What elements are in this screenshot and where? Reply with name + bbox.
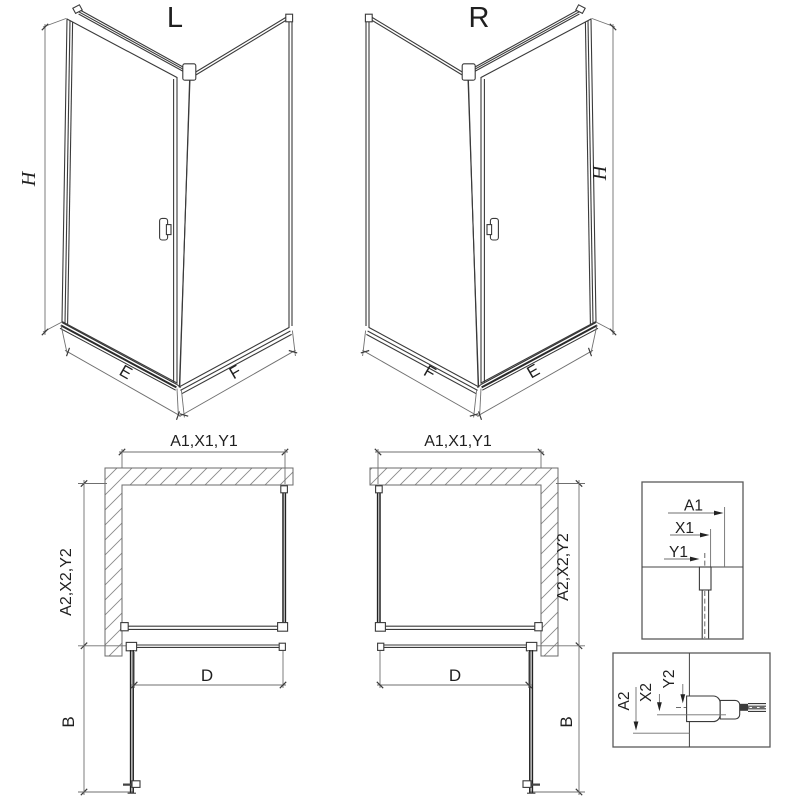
plan-right-top-dims: A1,X1,Y1	[424, 433, 492, 450]
detail-y1-label: Y1	[669, 544, 688, 561]
plan-view-left	[58, 433, 293, 795]
detail-x2-label: X2	[638, 683, 655, 702]
detail-y2-label: Y2	[661, 669, 678, 689]
detail-box-wall-profile	[642, 482, 743, 639]
plan-left-open-dim: B	[59, 716, 78, 728]
detail-a1-label: A1	[684, 497, 703, 515]
variant-label-right: R	[468, 2, 490, 34]
plan-right-side-dims: A2,X2,Y2	[555, 533, 572, 601]
wall-section-right	[370, 468, 558, 656]
plan-left-side-dims: A2,X2,Y2	[58, 548, 75, 616]
detail-x1-label: X1	[675, 520, 694, 537]
door-width-label-right: E	[523, 360, 543, 383]
height-dim-label-right: H	[589, 165, 611, 181]
door-width-label-left: E	[116, 361, 136, 384]
iso-view-right	[361, 2, 616, 420]
plan-left-door-dim: D	[200, 666, 214, 685]
side-width-label-right: F	[420, 361, 439, 384]
iso-view-left	[18, 2, 297, 420]
plan-view-right	[370, 433, 585, 795]
detail-box-hinge-profile	[613, 653, 770, 747]
detail-a2-label: A2	[616, 691, 633, 711]
variant-label-left: L	[166, 2, 184, 34]
plan-right-door-dim: D	[448, 666, 462, 685]
wall-section-left	[105, 468, 293, 656]
plan-right-open-dim: B	[557, 716, 576, 728]
plan-left-top-dims: A1,X1,Y1	[170, 433, 238, 450]
side-width-label-left: F	[226, 361, 245, 384]
height-dim-label-left: H	[18, 171, 40, 187]
